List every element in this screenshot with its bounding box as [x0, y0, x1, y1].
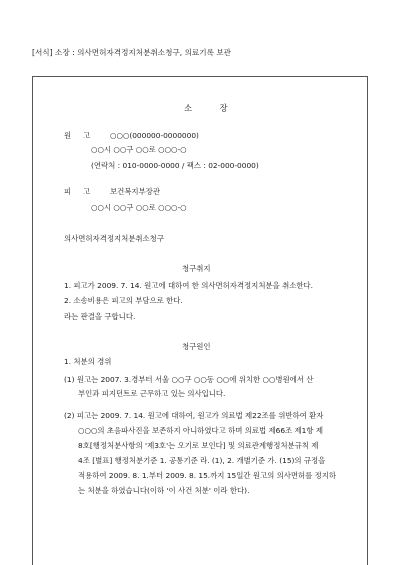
claim-cause-para2-line4: 4조 [별표] 행정처분기준 1. 공통기준 라. (1), 2. 개별기준 가. (15)의 규정을	[78, 456, 326, 465]
claim-cause-para1-line2: 부인과 피지던트로 근무하고 있는 의사입니다.	[78, 389, 226, 398]
plaintiff-address: ○○시 ○○구 ○○로 ○○○-○	[91, 145, 187, 154]
defendant-label-a: 피	[64, 187, 72, 196]
claim-cause-para2-line1: (2) 피고는 2009. 7. 14. 원고에 대하여, 원고가 의료법 제22조를 위반하여 환자	[64, 411, 324, 420]
claim-purpose-item-1: 1. 피고가 2009. 7. 14. 원고에 대하여 한 의사면허자격정지처분을 취소한다.	[64, 281, 313, 290]
claim-cause-para2-line3: 8호[행정처분사항의 '제3호'는 오기로 보인다] 및 의료관계행정처분규칙 제	[78, 441, 319, 450]
plaintiff-contact: (연락처 : 010-0000-0000 / 팩스 : 02-000-0000)	[91, 161, 259, 170]
claim-purpose-closing: 라는 판결을 구합니다.	[64, 312, 136, 321]
defendant-name: 보건복지부장관	[110, 187, 160, 196]
document-title	[184, 104, 228, 112]
claim-purpose-item-2: 2. 소송비용은 피고의 부담으로 한다.	[64, 296, 183, 305]
claim-cause-para2-line5: 적용하여 2009. 8. 1.부터 2009. 8. 15.까지 15일간 원고의 의사면허를 정지하	[78, 471, 337, 480]
defendant-label-b: 고	[83, 187, 91, 196]
title-char-2: 장	[219, 103, 228, 113]
claim-cause-heading: 청구원인	[182, 342, 211, 351]
claim-cause-para2-line2: ○○○의 초음파사진을 보존하지 아니하였다고 하며 의료법 제66조 제1항 제	[78, 426, 324, 435]
claim-cause-section-1: 1. 처분의 경위	[64, 357, 112, 366]
case-name: 의사면허자격정지처분취소청구	[64, 234, 164, 243]
claim-purpose-heading: 청구취지	[182, 264, 211, 273]
plaintiff-label-b: 고	[83, 131, 91, 140]
defendant-address: ○○시 ○○구 ○○로 ○○○-○	[91, 203, 187, 212]
plaintiff-label-a: 원	[64, 131, 72, 140]
claim-cause-para2-line6: 는 처분을 하였습니다(이하 '이 사건 처분' 이라 한다).	[78, 486, 250, 495]
title-char-1: 소	[184, 103, 193, 113]
claim-cause-para1-line1: (1) 원고는 2007. 3.경부터 서울 ○○구 ○○동 ○○에 위치한 ○○병원에서 산	[64, 375, 314, 384]
form-caption: [서식] 소장 : 의사면허자격정지처분취소청구, 의료기록 보관	[32, 48, 232, 57]
plaintiff-name: ○○○(000000-0000000)	[110, 131, 199, 140]
